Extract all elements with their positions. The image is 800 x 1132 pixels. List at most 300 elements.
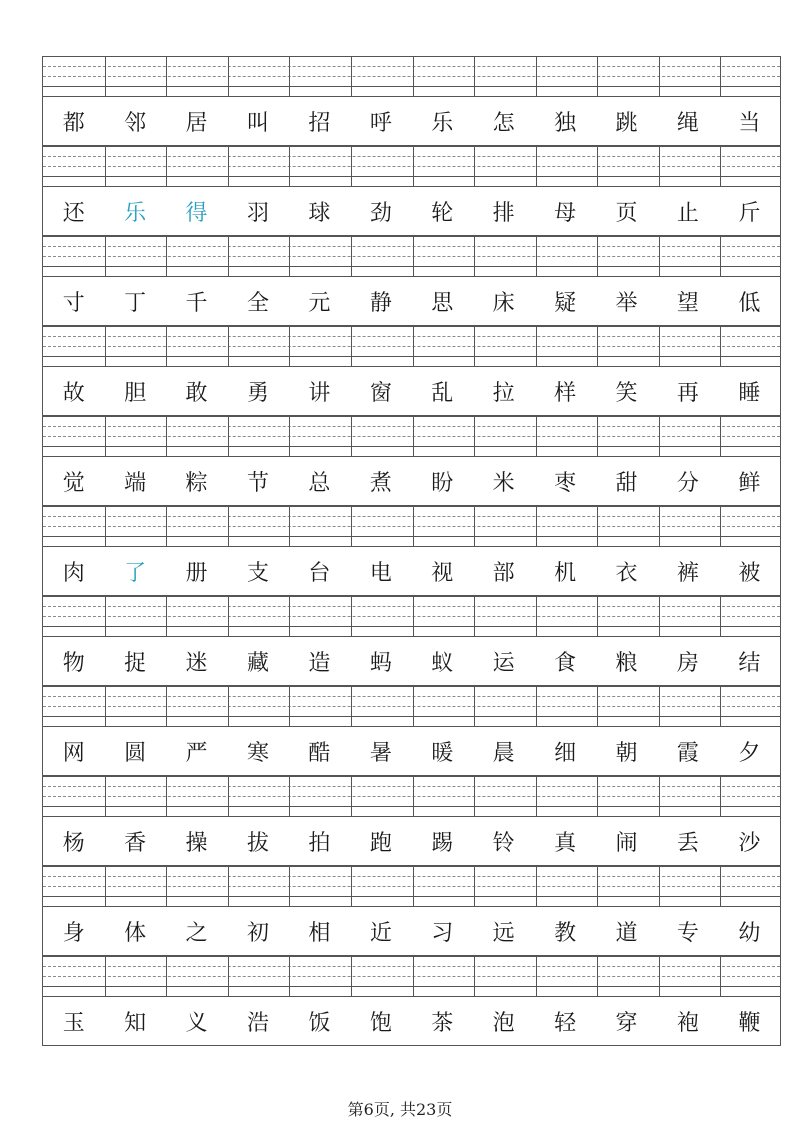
cell-divider [351, 956, 352, 996]
character-row [42, 276, 781, 326]
character-cell: 床 [492, 290, 515, 316]
character-cell: 暑 [369, 740, 392, 766]
character-cell: 枣 [554, 470, 577, 496]
guide-line [43, 86, 780, 87]
guide-line [43, 236, 780, 237]
character-cell: 绳 [676, 110, 699, 136]
cell-divider [228, 866, 229, 906]
guide-line [43, 686, 780, 687]
character-cell: 肉 [62, 560, 85, 586]
cell-divider [659, 146, 660, 186]
character-cell: 支 [246, 560, 269, 586]
cell-divider [597, 776, 598, 816]
character-cell: 道 [615, 920, 638, 946]
cell-divider [351, 506, 352, 546]
character-cell: 机 [554, 560, 577, 586]
character-cell: 晨 [492, 740, 515, 766]
cell-divider [720, 866, 721, 906]
guide-line [43, 446, 780, 447]
character-cell: 乱 [431, 380, 454, 406]
character-cell: 页 [615, 200, 638, 226]
cell-divider [659, 506, 660, 546]
guide-line [43, 336, 780, 337]
cell-divider [166, 776, 167, 816]
cell-divider [659, 326, 660, 366]
cell-divider [536, 596, 537, 636]
character-cell: 母 [554, 200, 577, 226]
character-cell: 鲜 [738, 470, 761, 496]
cell-divider [536, 506, 537, 546]
guide-line [43, 506, 780, 507]
guide-line [43, 616, 780, 617]
guide-line [43, 346, 780, 347]
pinyin-guide-band [42, 506, 781, 546]
cell-divider [351, 146, 352, 186]
cell-divider [289, 146, 290, 186]
character-cell: 圆 [124, 740, 147, 766]
character-cell: 乐 [431, 110, 454, 136]
character-cell: 寸 [62, 290, 85, 316]
character-cell: 浩 [246, 1010, 269, 1036]
cell-divider [413, 236, 414, 276]
character-cell: 还 [62, 200, 85, 226]
character-cell: 教 [554, 920, 577, 946]
cell-divider [105, 686, 106, 726]
character-cell: 衣 [615, 560, 638, 586]
character-cell: 朝 [615, 740, 638, 766]
character-cell: 台 [308, 560, 331, 586]
character-cell: 丢 [676, 830, 699, 856]
page-footer: 第6页, 共23页 [347, 1100, 453, 1119]
character-cell: 球 [308, 200, 331, 226]
character-cell: 之 [185, 920, 208, 946]
cell-divider [228, 776, 229, 816]
character-cell: 拉 [492, 380, 515, 406]
character-cell: 静 [369, 290, 392, 316]
character-cell: 丁 [124, 290, 147, 316]
guide-line [43, 776, 780, 777]
cell-divider [289, 326, 290, 366]
guide-line [43, 246, 780, 247]
character-cell: 义 [185, 1010, 208, 1036]
character-cell: 造 [308, 650, 331, 676]
cell-divider [413, 776, 414, 816]
guide-line [43, 806, 780, 807]
character-cell: 邻 [124, 110, 147, 136]
cell-divider [474, 506, 475, 546]
guide-line [43, 526, 780, 527]
cell-divider [597, 506, 598, 546]
character-cell: 夕 [738, 740, 761, 766]
cell-divider [720, 416, 721, 456]
guide-line [43, 256, 780, 257]
character-cell: 电 [369, 560, 392, 586]
character-row [42, 996, 781, 1046]
character-cell: 叫 [246, 110, 269, 136]
cell-divider [105, 866, 106, 906]
character-cell: 幼 [738, 920, 761, 946]
character-cell: 总 [308, 470, 331, 496]
character-cell: 拔 [246, 830, 269, 856]
character-cell: 部 [492, 560, 515, 586]
guide-line [43, 796, 780, 797]
character-cell: 初 [246, 920, 269, 946]
character-cell: 被 [738, 560, 761, 586]
character-cell: 排 [492, 200, 515, 226]
cell-divider [105, 416, 106, 456]
character-cell: 细 [554, 740, 577, 766]
guide-line [43, 56, 780, 57]
guide-line [43, 786, 780, 787]
pinyin-guide-band [42, 236, 781, 276]
cell-divider [166, 236, 167, 276]
guide-line [43, 626, 780, 627]
character-cell: 物 [62, 650, 85, 676]
character-row [42, 816, 781, 866]
cell-divider [351, 776, 352, 816]
cell-divider [228, 596, 229, 636]
cell-divider [536, 776, 537, 816]
character-cell: 睡 [738, 380, 761, 406]
character-cell: 笑 [615, 380, 638, 406]
character-cell: 怎 [492, 110, 515, 136]
character-cell: 当 [738, 110, 761, 136]
character-cell: 知 [124, 1010, 147, 1036]
character-cell: 斤 [738, 200, 761, 226]
cell-divider [659, 686, 660, 726]
character-row [42, 456, 781, 506]
guide-line [43, 76, 780, 77]
cell-divider [536, 146, 537, 186]
cell-divider [536, 686, 537, 726]
character-cell: 米 [492, 470, 515, 496]
character-cell: 全 [246, 290, 269, 316]
cell-divider [474, 326, 475, 366]
cell-divider [289, 956, 290, 996]
guide-line [43, 426, 780, 427]
character-cell: 觉 [62, 470, 85, 496]
cell-divider [659, 56, 660, 96]
cell-divider [289, 506, 290, 546]
character-cell: 暖 [431, 740, 454, 766]
cell-divider [166, 146, 167, 186]
guide-line [43, 176, 780, 177]
cell-divider [105, 506, 106, 546]
pinyin-guide-band [42, 956, 781, 996]
character-cell: 分 [676, 470, 699, 496]
cell-divider [351, 326, 352, 366]
cell-divider [659, 596, 660, 636]
cell-divider [597, 326, 598, 366]
character-cell: 结 [738, 650, 761, 676]
cell-divider [351, 686, 352, 726]
cell-divider [413, 146, 414, 186]
cell-divider [166, 506, 167, 546]
character-cell: 敢 [185, 380, 208, 406]
character-cell: 食 [554, 650, 577, 676]
character-cell: 元 [308, 290, 331, 316]
guide-line [43, 436, 780, 437]
cell-divider [413, 326, 414, 366]
character-row [42, 546, 781, 596]
cell-divider [659, 416, 660, 456]
character-cell: 故 [62, 380, 85, 406]
guide-line [43, 986, 780, 987]
guide-line [43, 956, 780, 957]
character-cell: 穿 [615, 1010, 638, 1036]
character-cell: 节 [246, 470, 269, 496]
character-cell: 藏 [246, 650, 269, 676]
cell-divider [474, 686, 475, 726]
character-cell: 踢 [431, 830, 454, 856]
cell-divider [105, 776, 106, 816]
character-cell: 香 [124, 830, 147, 856]
character-cell: 低 [738, 290, 761, 316]
cell-divider [413, 416, 414, 456]
cell-divider [474, 866, 475, 906]
character-cell: 乐 [124, 200, 147, 226]
guide-line [43, 326, 780, 327]
character-cell: 身 [62, 920, 85, 946]
character-cell: 端 [124, 470, 147, 496]
cell-divider [228, 56, 229, 96]
cell-divider [289, 596, 290, 636]
character-cell: 蚂 [369, 650, 392, 676]
character-cell: 粮 [615, 650, 638, 676]
character-cell: 劲 [369, 200, 392, 226]
guide-line [43, 266, 780, 267]
cell-divider [289, 236, 290, 276]
cell-divider [166, 326, 167, 366]
cell-divider [597, 596, 598, 636]
cell-divider [351, 866, 352, 906]
cell-divider [597, 236, 598, 276]
guide-line [43, 696, 780, 697]
character-cell: 闹 [615, 830, 638, 856]
guide-line [43, 66, 780, 67]
character-cell: 沙 [738, 830, 761, 856]
cell-divider [720, 326, 721, 366]
character-cell: 蚁 [431, 650, 454, 676]
cell-divider [105, 956, 106, 996]
character-cell: 羽 [246, 200, 269, 226]
character-cell: 样 [554, 380, 577, 406]
cell-divider [474, 596, 475, 636]
character-cell: 盼 [431, 470, 454, 496]
character-cell: 铃 [492, 830, 515, 856]
character-cell: 习 [431, 920, 454, 946]
cell-divider [166, 596, 167, 636]
character-row [42, 186, 781, 236]
cell-divider [289, 686, 290, 726]
character-cell: 招 [308, 110, 331, 136]
character-cell: 粽 [185, 470, 208, 496]
cell-divider [597, 146, 598, 186]
cell-divider [105, 596, 106, 636]
character-cell: 房 [676, 650, 699, 676]
guide-line [43, 146, 780, 147]
pinyin-guide-band [42, 146, 781, 186]
character-row [42, 726, 781, 776]
character-cell: 裤 [676, 560, 699, 586]
character-cell: 得 [185, 200, 208, 226]
cell-divider [720, 236, 721, 276]
pinyin-guide-band [42, 776, 781, 816]
cell-divider [659, 776, 660, 816]
character-cell: 再 [676, 380, 699, 406]
cell-divider [597, 416, 598, 456]
guide-line [43, 886, 780, 887]
cell-divider [289, 776, 290, 816]
character-cell: 轻 [554, 1010, 577, 1036]
character-cell: 都 [62, 110, 85, 136]
cell-divider [659, 236, 660, 276]
cell-divider [536, 236, 537, 276]
pinyin-guide-band [42, 686, 781, 726]
character-cell: 鞭 [738, 1010, 761, 1036]
character-cell: 操 [185, 830, 208, 856]
pinyin-guide-band [42, 596, 781, 636]
character-cell: 居 [185, 110, 208, 136]
cell-divider [166, 56, 167, 96]
character-cell: 酷 [308, 740, 331, 766]
cell-divider [228, 416, 229, 456]
character-cell: 真 [554, 830, 577, 856]
character-row [42, 366, 781, 416]
cell-divider [597, 866, 598, 906]
character-cell: 远 [492, 920, 515, 946]
cell-divider [536, 56, 537, 96]
cell-divider [166, 686, 167, 726]
cell-divider [474, 776, 475, 816]
cell-divider [228, 686, 229, 726]
character-cell: 窗 [369, 380, 392, 406]
character-cell: 近 [369, 920, 392, 946]
cell-divider [474, 56, 475, 96]
guide-line [43, 536, 780, 537]
cell-divider [166, 866, 167, 906]
character-cell: 玉 [62, 1010, 85, 1036]
character-cell: 止 [676, 200, 699, 226]
cell-divider [351, 236, 352, 276]
guide-line [43, 876, 780, 877]
character-cell: 千 [185, 290, 208, 316]
cell-divider [720, 506, 721, 546]
cell-divider [597, 956, 598, 996]
cell-divider [413, 686, 414, 726]
character-cell: 胆 [124, 380, 147, 406]
character-cell: 独 [554, 110, 577, 136]
character-cell: 甜 [615, 470, 638, 496]
cell-divider [228, 146, 229, 186]
practice-sheet [42, 56, 781, 1036]
cell-divider [720, 146, 721, 186]
character-cell: 专 [676, 920, 699, 946]
character-cell: 严 [185, 740, 208, 766]
cell-divider [351, 56, 352, 96]
cell-divider [536, 326, 537, 366]
character-cell: 运 [492, 650, 515, 676]
cell-divider [536, 956, 537, 996]
character-cell: 勇 [246, 380, 269, 406]
character-cell: 望 [676, 290, 699, 316]
cell-divider [105, 236, 106, 276]
character-cell: 饭 [308, 1010, 331, 1036]
character-cell: 疑 [554, 290, 577, 316]
character-cell: 煮 [369, 470, 392, 496]
character-cell: 举 [615, 290, 638, 316]
guide-line [43, 416, 780, 417]
cell-divider [720, 776, 721, 816]
character-cell: 茶 [431, 1010, 454, 1036]
character-cell: 讲 [308, 380, 331, 406]
character-cell: 视 [431, 560, 454, 586]
character-cell: 体 [124, 920, 147, 946]
character-cell: 袍 [676, 1010, 699, 1036]
cell-divider [351, 596, 352, 636]
cell-divider [536, 416, 537, 456]
cell-divider [597, 686, 598, 726]
cell-divider [228, 236, 229, 276]
cell-divider [228, 326, 229, 366]
guide-line [43, 166, 780, 167]
character-cell: 跳 [615, 110, 638, 136]
cell-divider [720, 596, 721, 636]
cell-divider [289, 416, 290, 456]
character-row [42, 906, 781, 956]
character-cell: 捉 [124, 650, 147, 676]
character-cell: 迷 [185, 650, 208, 676]
cell-divider [659, 866, 660, 906]
cell-divider [474, 236, 475, 276]
cell-divider [659, 956, 660, 996]
guide-line [43, 706, 780, 707]
cell-divider [413, 596, 414, 636]
cell-divider [597, 56, 598, 96]
cell-divider [166, 416, 167, 456]
guide-line [43, 516, 780, 517]
cell-divider [105, 146, 106, 186]
guide-line [43, 716, 780, 717]
character-cell: 跑 [369, 830, 392, 856]
cell-divider [413, 56, 414, 96]
character-cell: 轮 [431, 200, 454, 226]
cell-divider [474, 956, 475, 996]
cell-divider [413, 506, 414, 546]
pinyin-guide-band [42, 326, 781, 366]
character-row [42, 636, 781, 686]
guide-line [43, 976, 780, 977]
character-cell: 网 [62, 740, 85, 766]
character-cell: 相 [308, 920, 331, 946]
cell-divider [474, 416, 475, 456]
cell-divider [720, 686, 721, 726]
guide-line [43, 896, 780, 897]
guide-line [43, 596, 780, 597]
character-cell: 呼 [369, 110, 392, 136]
character-cell: 思 [431, 290, 454, 316]
character-cell: 杨 [62, 830, 85, 856]
cell-divider [228, 506, 229, 546]
character-cell: 饱 [369, 1010, 392, 1036]
pinyin-guide-band [42, 866, 781, 906]
cell-divider [166, 956, 167, 996]
character-cell: 寒 [246, 740, 269, 766]
character-row [42, 96, 781, 146]
cell-divider [413, 956, 414, 996]
character-cell: 拍 [308, 830, 331, 856]
pinyin-guide-band [42, 56, 781, 96]
